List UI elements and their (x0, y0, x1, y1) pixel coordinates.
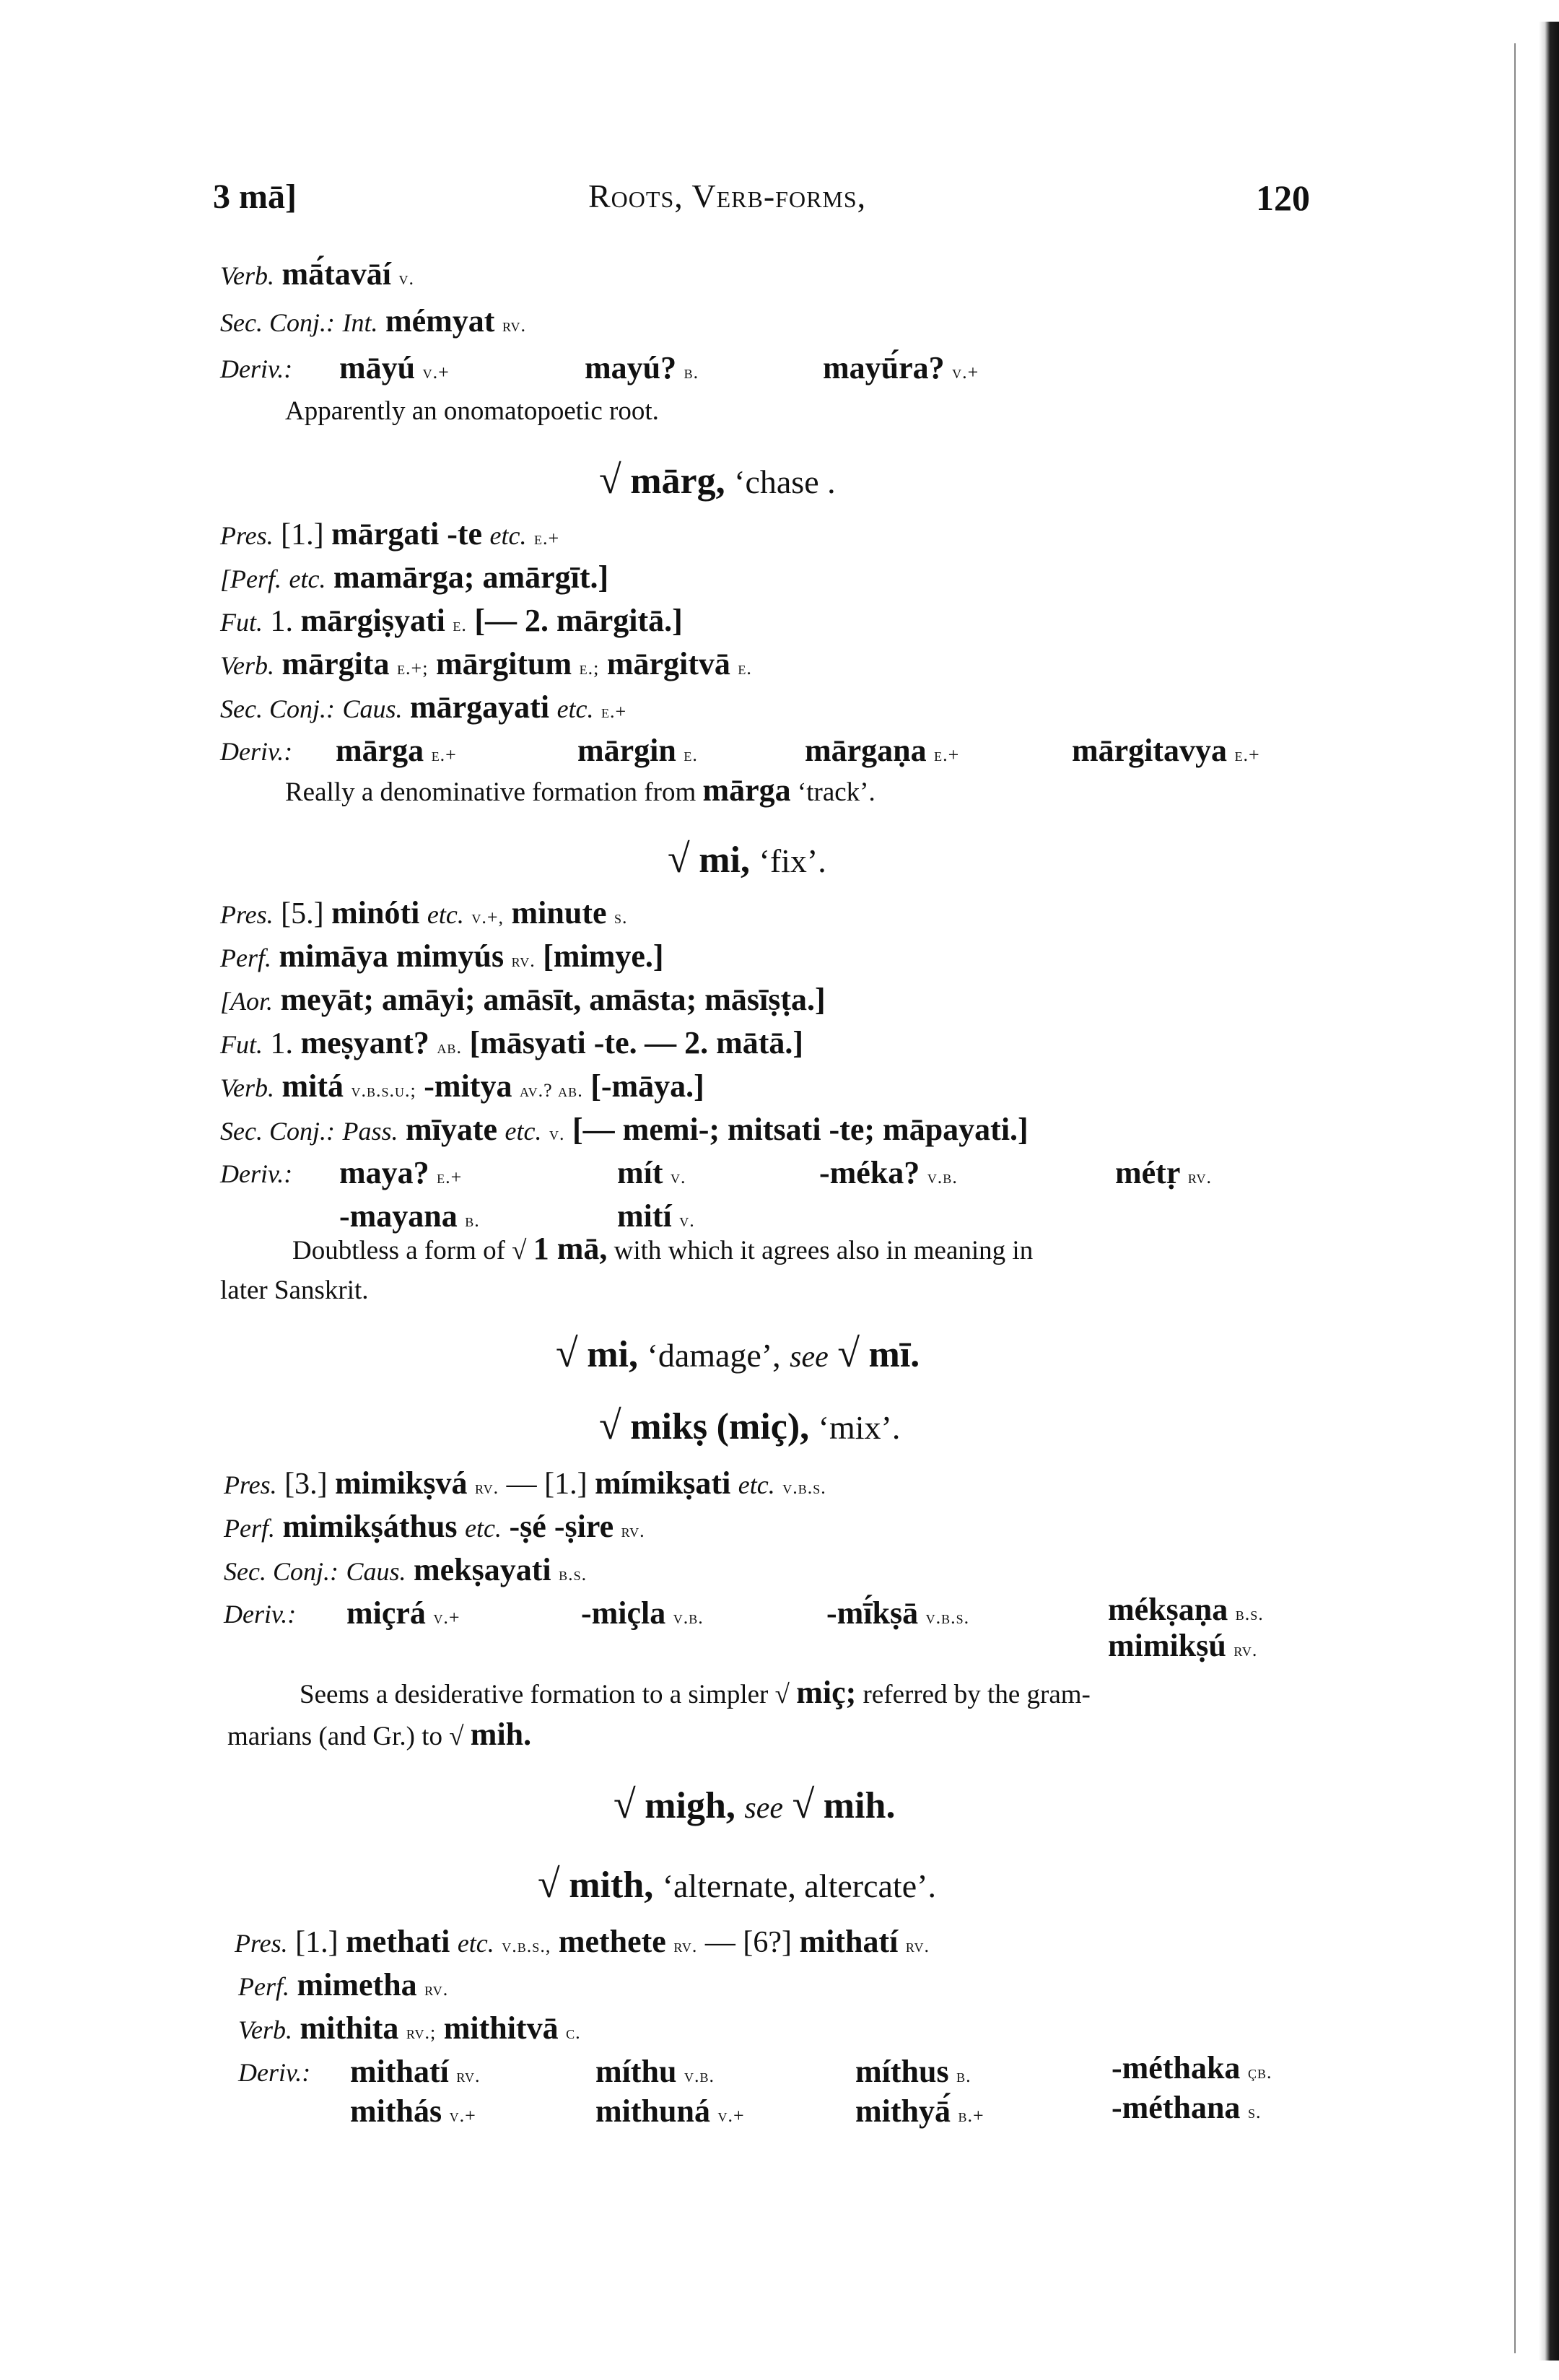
mith-deriv-8: -méthana s. (1112, 2090, 1262, 2125)
mi-fix-aor-line: [Aor. meyāt; amāyi; amāsīt, amāsta; māsīṣṭa.] (220, 982, 826, 1017)
miks-deriv-2: -miçla v.b. (581, 1595, 704, 1631)
mith-deriv-5: mithás v.+ (350, 2093, 476, 2129)
marg-pres-line: Pres. [1.] mārgati -te etc. e.+ (220, 516, 560, 552)
ma3-secconj-line (220, 303, 526, 344)
ma3-verb-line (220, 256, 414, 297)
label-int: Int. (342, 308, 378, 337)
marg-deriv-label: Deriv.: (220, 737, 293, 766)
ma3-deriv-2: mayú? b. (585, 350, 699, 385)
mi-fix-deriv-6: mití v. (617, 1198, 695, 1234)
label-verb: Verb. (220, 261, 274, 290)
miks-secconj-line: Sec. Conj.: Caus. mekṣayati b.s. (224, 1552, 588, 1587)
mi-fix-perf-line: Perf. mimāya mimyús rv. [mimye.] (220, 938, 664, 974)
mith-verb-line: Verb. mithita rv.; mithitvā c. (238, 2010, 581, 2046)
miks-deriv-1: miçrá v.+ (346, 1595, 460, 1631)
mith-deriv-4: -méthaka çb. (1112, 2050, 1272, 2085)
root-sign-icon: √ (774, 1680, 790, 1709)
marg-deriv-1: mārga e.+ (336, 733, 457, 768)
miks-deriv-3: -mī́kṣā v.b.s. (826, 1595, 970, 1631)
root-sign-icon: √ (599, 458, 621, 502)
mith-deriv-6: mithuná v.+ (595, 2093, 745, 2129)
root-sign-icon: √ (668, 837, 690, 881)
marg-perf-line: [Perf. etc. mamārga; amārgīt.] (220, 559, 609, 595)
root-sign-icon: √ (613, 1782, 636, 1827)
book-spine-shadow (1539, 22, 1559, 2361)
page-edge-line (1514, 43, 1516, 2353)
marg-deriv-4: mārgitavya e.+ (1072, 733, 1260, 768)
marg-verb-line: Verb. mārgita e.+; mārgitum e.; mārgitvā e. (220, 646, 752, 681)
mi-fix-secconj-line: Sec. Conj.: Pass. mīyate etc. v. [— memi-; mitsati -te; māpayati.] (220, 1112, 1029, 1147)
miks-pres-line: Pres. [3.] mimikṣvá rv. — [1.] mímikṣati etc. v.b.s. (224, 1465, 826, 1501)
root-sign-icon: √ (837, 1331, 860, 1376)
mith-deriv-label: Deriv.: (238, 2058, 311, 2087)
ma3-deriv-1: māyú v.+ (339, 350, 450, 385)
mi-fix-verb-line: Verb. mitá v.b.s.u.; -mitya av.? ab. [-māya.] (220, 1068, 704, 1104)
source: v. (398, 268, 415, 289)
source: rv. (502, 315, 527, 336)
root-sign-icon: √ (556, 1331, 578, 1376)
mi-fix-deriv-1: maya? e.+ (339, 1155, 463, 1190)
ma3-deriv-label: Deriv.: (220, 354, 293, 383)
root-sign-icon: √ (512, 1236, 527, 1265)
entry-title-migh: √ migh, see √ mih. (613, 1782, 896, 1827)
mith-pres-line: Pres. [1.] methati etc. v.b.s., methete rv. — [6?] mithatí rv. (235, 1924, 930, 1959)
form: mémyat (385, 303, 495, 339)
root-sign-icon: √ (599, 1403, 621, 1448)
mi-fix-note-2: later Sanskrit. (220, 1276, 369, 1305)
miks-note-2: marians (and Gr.) to √ mih. (227, 1717, 532, 1752)
root-sign-icon: √ (538, 1862, 560, 1906)
entry-title-miks: √ mikṣ (miç), ‘mix’. (599, 1403, 901, 1448)
marg-deriv-2: mārgin e. (577, 733, 698, 768)
marg-deriv-3: mārgaṇa e.+ (805, 733, 960, 768)
ma3-deriv-3: mayū́ra? v.+ (823, 350, 979, 385)
miks-deriv-label: Deriv.: (224, 1600, 297, 1629)
mi-fix-deriv-4: métṛ rv. (1115, 1155, 1212, 1190)
running-header (213, 177, 1310, 227)
marg-fut-line: Fut. 1. mārgiṣyati e. [— 2. mārgitā.] (220, 603, 683, 638)
mi-fix-fut-line: Fut. 1. meṣyant? ab. [māsyati -te. — 2. mātā.] (220, 1025, 804, 1060)
mith-perf-line: Perf. mimetha rv. (238, 1967, 449, 2002)
page-number: 120 (1256, 178, 1310, 218)
form: mā́tavāí (281, 256, 392, 292)
marg-note: Really a denominative formation from mārga ‘track’. (285, 772, 875, 808)
header-root-ref: 3 mā] (213, 178, 297, 216)
entry-title-mith: √ mith, ‘alternate, altercate’. (538, 1862, 936, 1906)
mi-fix-deriv-2: mít v. (617, 1155, 686, 1190)
label-secconj: Sec. Conj.: (220, 308, 335, 337)
root-sign-icon: √ (449, 1722, 464, 1751)
entry-title-marg: √ mārg, ‘chase . (599, 458, 836, 502)
header-title: Roots, Verb-forms, (588, 178, 867, 214)
mith-deriv-2: míthu v.b. (595, 2054, 715, 2089)
mi-fix-deriv-3: -méka? v.b. (819, 1155, 958, 1190)
entry-title-mi-fix: √ mi, ‘fix’. (668, 837, 826, 881)
root-sign-icon: √ (792, 1782, 815, 1827)
miks-note-1: Seems a desiderative formation to a simpler √ miç; referred by the gram- (300, 1675, 1091, 1710)
entry-title-mi-damage: √ mi, ‘damage’, see √ mī. (556, 1331, 920, 1376)
miks-deriv-4: mékṣaṇa b.s. (1108, 1592, 1264, 1627)
miks-deriv-5: mimikṣú rv. (1108, 1628, 1258, 1663)
mi-fix-deriv-label: Deriv.: (220, 1159, 293, 1188)
mith-deriv-1: mithatí rv. (350, 2054, 481, 2089)
mi-fix-deriv-5: -mayana b. (339, 1198, 480, 1234)
mith-deriv-7: mithyā́ b.+ (855, 2093, 984, 2129)
mith-deriv-3: míthus b. (855, 2054, 971, 2089)
mi-fix-pres-line: Pres. [5.] minóti etc. v.+, minute s. (220, 895, 628, 930)
ma3-note: Apparently an onomatopoetic root. (285, 396, 659, 426)
marg-secconj-line: Sec. Conj.: Caus. mārgayati etc. e.+ (220, 689, 627, 725)
miks-perf-line: Perf. mimikṣáthus etc. -ṣé -ṣire rv. (224, 1509, 645, 1544)
mi-fix-note-1: Doubtless a form of √ 1 mā, with which it agrees also in meaning in (292, 1231, 1034, 1266)
